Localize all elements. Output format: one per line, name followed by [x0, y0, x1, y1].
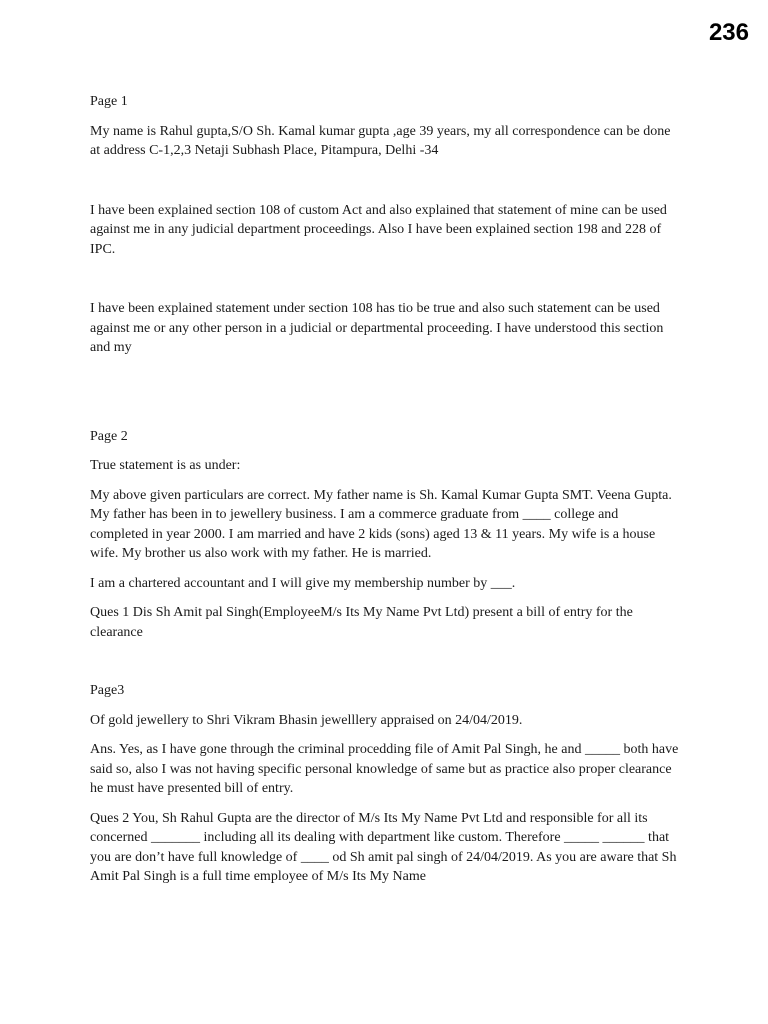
page3-para-question2: Ques 2 You, Sh Rahul Gupta are the director of M/s Its My Name Pvt Ltd and responsible for all its concerned _______ including all its dealing with department like custom. Therefore _____ ______ that you are don’t have full knowledge of ____ od Sh amit pal singh of 24/04/2019. As you are aware that Sh Amit Pal Singh is a full time employee of M/s Its My Name [90, 810, 677, 884]
page2-para-accountant: I am a chartered accountant and I will give my membership number by ___. [90, 575, 516, 591]
page3-para-gold: Of gold jewellery to Shri Vikram Bhasin jewelllery appraised on 24/04/2019. [90, 712, 523, 728]
page2-para-intro: True statement is as under: [90, 458, 241, 473]
page1-para-identity: My name is Rahul gupta,S/O Sh. Kamal kumar gupta ,age 39 years, my all correspondence can be done at address C-1,2,3 Netaji Subhash Place, Pitampura, Delhi -34 [90, 123, 671, 158]
page1-para-true-statement: I have been explained statement under section 108 has tio be true and also such statement can be used against me or any other person in a judicial or departmental proceeding. I have understood this section and my [90, 301, 664, 355]
page2-para-question1: Ques 1 Dis Sh Amit pal Singh(EmployeeM/s Its My Name Pvt Ltd) present a bill of entry for the clearance [90, 605, 633, 640]
page3-para-answer: Ans. Yes, as I have gone through the criminal procedding file of Amit Pal Singh, he and _____ both have said so, also I was not having specific personal knowledge of same but as practice also proper clearance he must have presented bill of entry. [90, 742, 679, 796]
page2-para-particulars: My above given particulars are correct. My father name is Sh. Kamal Kumar Gupta SMT. Veena Gupta. My father has been in to jewellery business. I am a commerce graduate from ____ college and completed in year 2000. I am married and have 2 kids (sons) aged 13 & 11 years. My wife is a house wife. My brother us also work with my father. He is married. [90, 487, 672, 561]
page1-para-section108: I have been explained section 108 of custom Act and also explained that statement of mine can be used against me in any judicial department proceedings. Also I have been explained section 198 and 228 of IPC. [90, 202, 667, 257]
page2-heading: Page 2 [90, 428, 128, 444]
page3-heading: Page3 [90, 683, 125, 698]
page-number: 236 [708, 19, 749, 46]
statement-document [90, 92, 680, 887]
page1-heading: Page 1 [90, 94, 128, 109]
